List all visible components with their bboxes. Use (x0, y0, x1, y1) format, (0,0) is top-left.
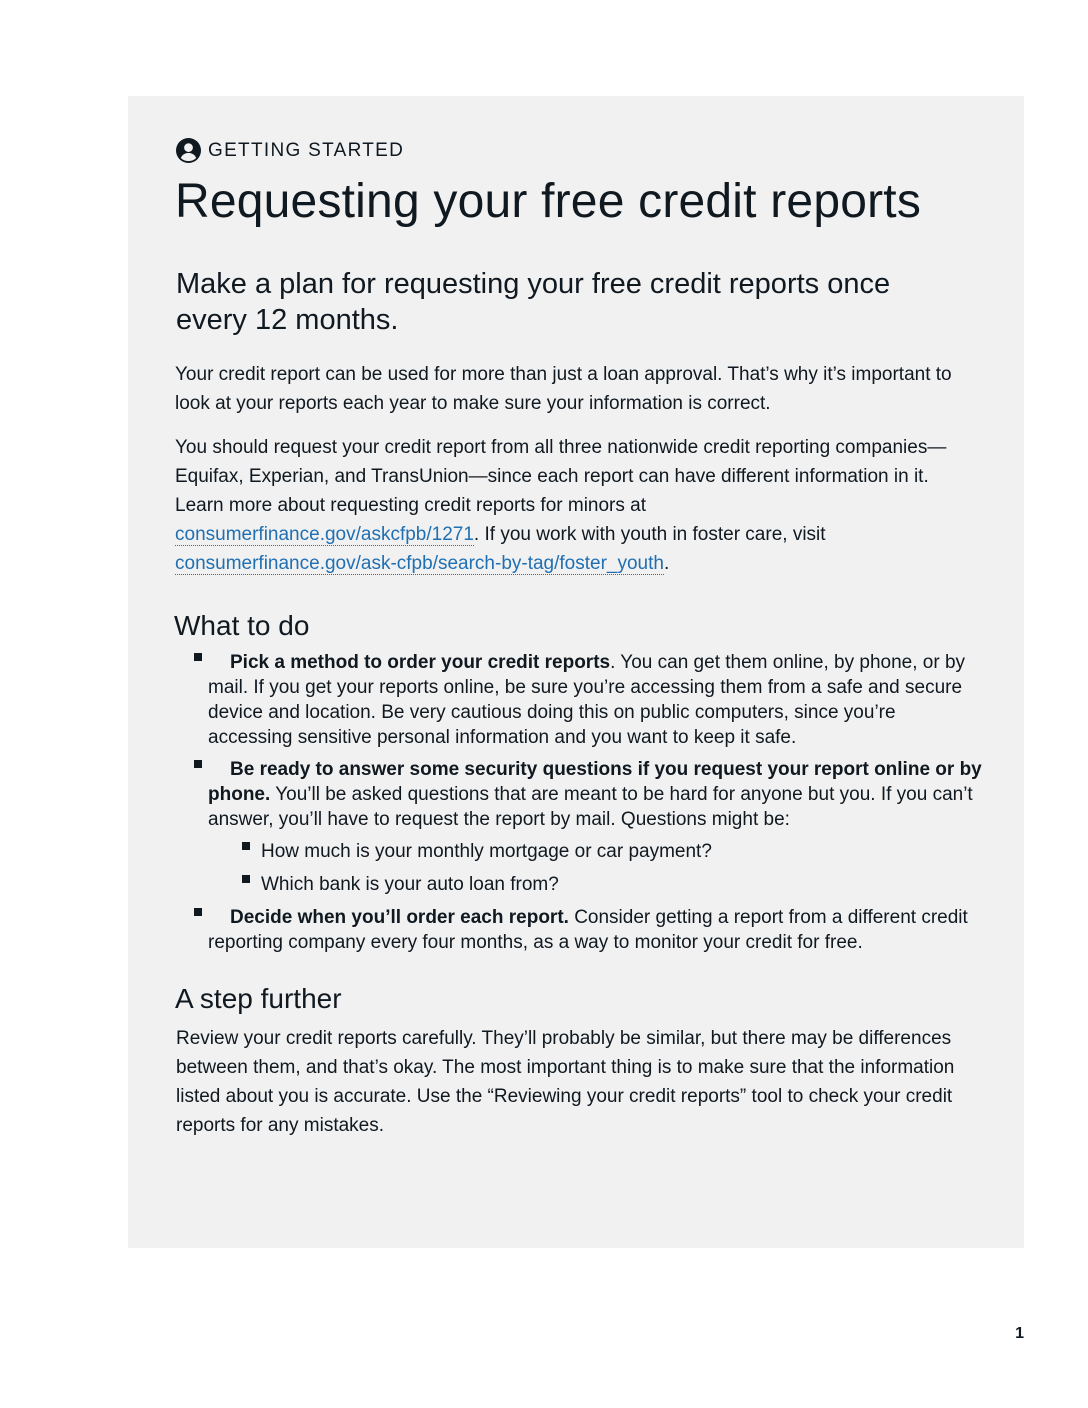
list-item-lead: Be ready to answer some security questions if you request your report online or by phone. (208, 759, 982, 805)
list-item-text: . You can get them online, by phone, or by mail. If you get your reports online, be sure you’re accessing them from a safe and secure device and location. Be very cautious doing this on public computers, since you’re accessing sensitive personal information and you want to keep it safe. (208, 652, 966, 748)
square-bullet-icon (242, 842, 250, 850)
what-to-do-heading: What to do (174, 610, 310, 641)
page-title: Requesting your free credit reports (175, 175, 922, 228)
intro-text-b: . If you work with youth in foster care, visit (473, 524, 826, 545)
square-bullet-icon (194, 653, 202, 661)
askcfpb-1271-link[interactable]: consumerfinance.gov/askcfpb/1271 (175, 524, 474, 545)
page-subtitle: Make a plan for requesting your free credit reports once every 12 months. (176, 268, 891, 336)
sub-list-item (208, 872, 982, 897)
section-eyebrow (176, 136, 404, 164)
intro-paragraph-1: Your credit report can be used for more than just a loan approval. That’s why it’s important to look at your reports each year to make sure your information is correct. (175, 364, 952, 414)
step-further-paragraph: Review your credit reports carefully. They’ll probably be similar, but there may be differences between them, and that’s okay. The most important thing is to make sure that the information listed about you is accurate. Use the “Reviewing your credit reports” tool to check your credit reports for any mistakes. (176, 1028, 955, 1136)
sub-list-item-text: Which bank is your auto loan from? (261, 874, 559, 895)
square-bullet-icon (194, 908, 202, 916)
sub-list-item-text: How much is your monthly mortgage or car payment? (261, 841, 712, 862)
user-circle-icon (176, 138, 201, 163)
list-item (192, 757, 982, 897)
intro-paragraph-2 (175, 433, 955, 578)
list-item-text: You’ll be asked questions that are meant to be hard for anyone but you. If you can’t answer, you’ll have to request the report by mail. Questions might be: (208, 784, 973, 830)
what-to-do-list (192, 650, 982, 962)
list-item-lead: Pick a method to order your credit reports (230, 652, 611, 673)
list-item (192, 650, 982, 750)
step-further-heading: A step further (175, 983, 342, 1014)
security-questions-list (208, 839, 982, 897)
intro-text-a: You should request your credit report from all three nationwide credit reporting companies—Equifax, Experian, and TransUnion—since each report can have different information in it. Learn more about requesting credit reports for minors at (175, 437, 947, 516)
list-item (192, 905, 982, 955)
list-item-text: Consider getting a report from a different credit reporting company every four months, as a way to monitor your credit for free. (208, 907, 968, 953)
intro-text-c: . (663, 553, 670, 574)
sub-list-item (208, 839, 982, 864)
eyebrow-label: GETTING STARTED (208, 140, 405, 161)
page-number: 1 (1015, 1325, 1024, 1342)
square-bullet-icon (194, 760, 202, 768)
foster-youth-link[interactable]: consumerfinance.gov/ask-cfpb/search-by-tag/foster_youth (175, 553, 664, 574)
list-item-lead: Decide when you’ll order each report. (230, 907, 569, 928)
square-bullet-icon (242, 875, 250, 883)
